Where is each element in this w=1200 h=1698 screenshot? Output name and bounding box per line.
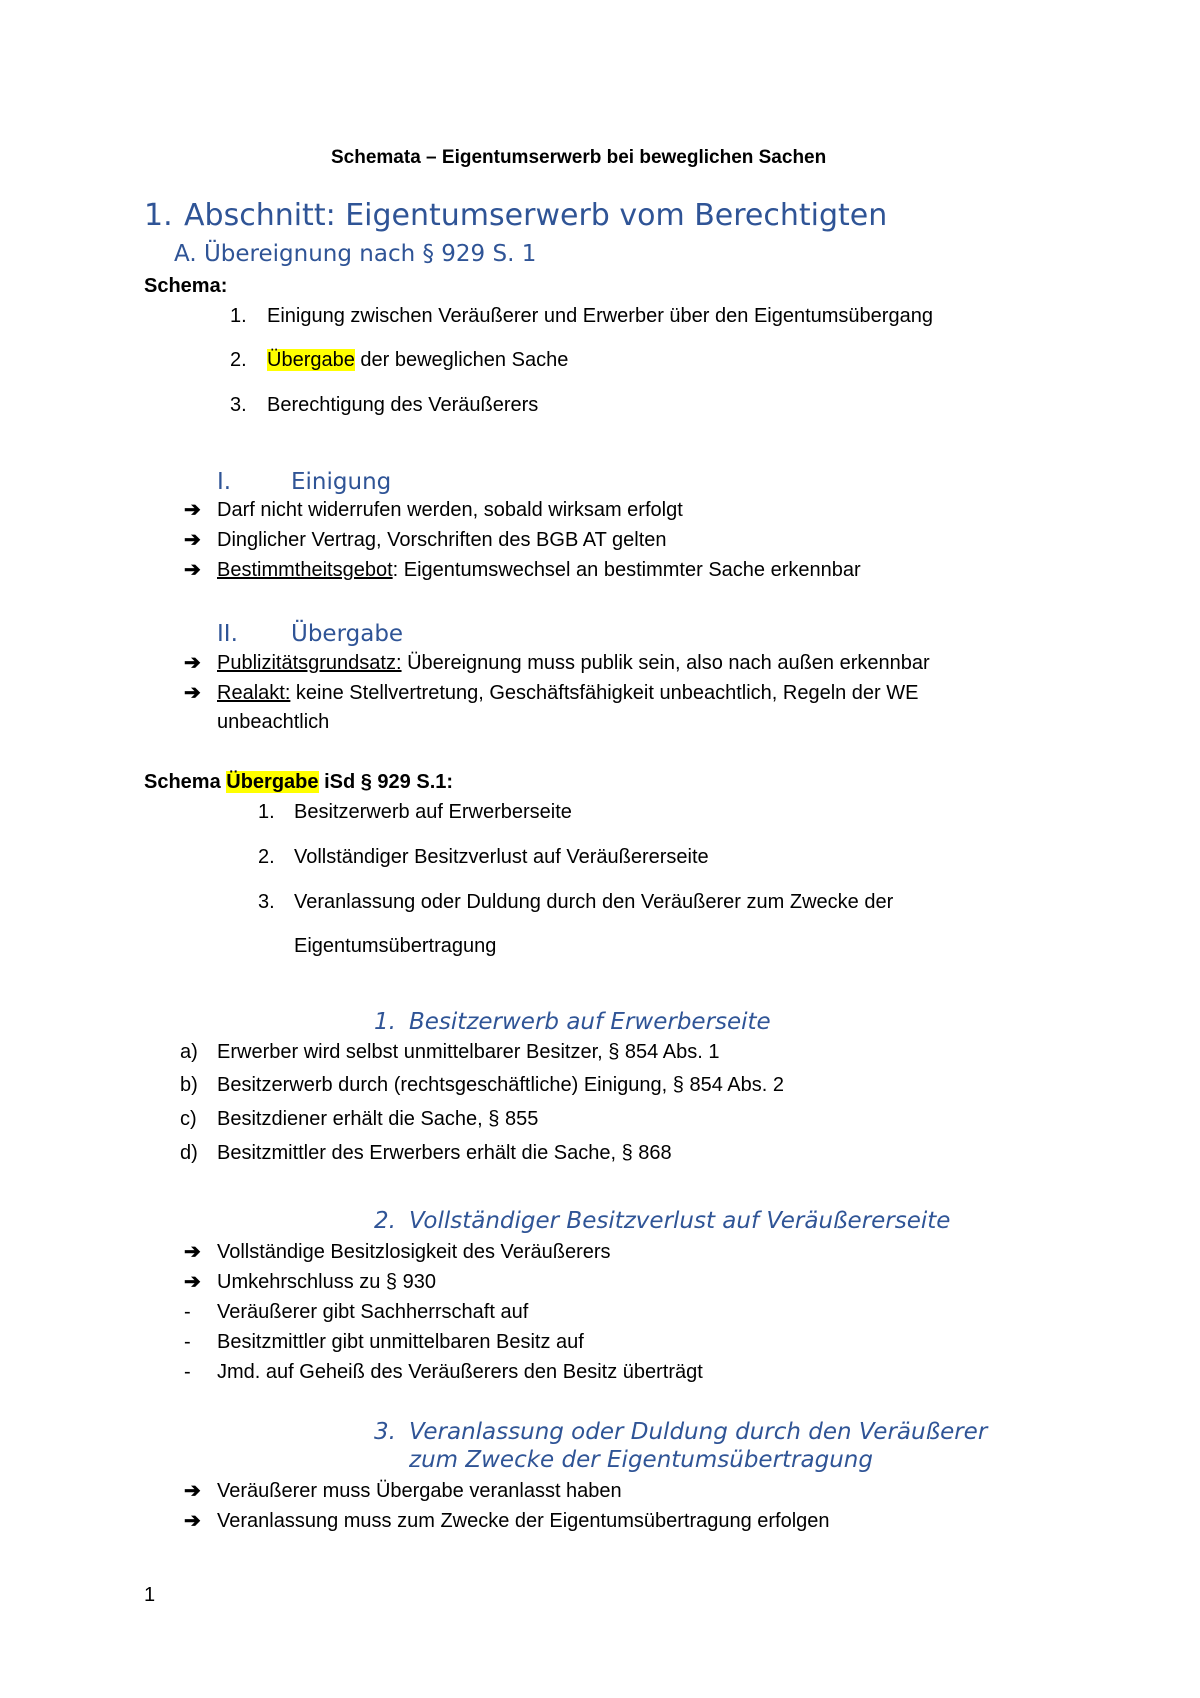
bullet-text: Darf nicht widerrufen werden, sobald wirksam erfolgt <box>217 499 683 521</box>
bullet-text: Vollständige Besitzlosigkeit des Veräußerers <box>217 1241 611 1263</box>
list-item: Besitzmittler des Erwerbers erhält die Sache, § 868 <box>217 1142 672 1164</box>
bullet-text: Publizitätsgrundsatz: Übereignung muss publik sein, also nach außen erkennbar <box>217 652 930 674</box>
roman-heading: Übergabe <box>291 621 404 647</box>
bullet-text: Dinglicher Vertrag, Vorschriften des BGB AT gelten <box>217 529 667 551</box>
list-item: Besitzerwerb auf Erwerberseite <box>294 801 572 823</box>
bullet-text: Umkehrschluss zu § 930 <box>217 1271 436 1293</box>
bullet-text: Veräußerer muss Übergabe veranlasst haben <box>217 1480 622 1502</box>
list-item: Vollständiger Besitzverlust auf Veräußererseite <box>294 846 709 868</box>
list-item: Veranlassung oder Duldung durch den Veräußerer zum Zwecke der <box>294 891 894 913</box>
bullet-text: Realakt: keine Stellvertretung, Geschäftsfähigkeit unbeachtlich, Regeln der WE <box>217 682 919 704</box>
arrow-icon: ➔ <box>184 1510 201 1532</box>
section-number: 1. <box>144 198 173 233</box>
dash-item: Besitzmittler gibt unmittelbaren Besitz auf <box>217 1331 584 1353</box>
list-number: 3. <box>258 891 275 913</box>
roman-number: II. <box>217 621 238 647</box>
list-item: Besitzdiener erhält die Sache, § 855 <box>217 1108 539 1130</box>
arrow-icon: ➔ <box>184 1271 201 1293</box>
list-letter: a) <box>180 1041 198 1063</box>
dash-icon: - <box>184 1301 191 1323</box>
h3-heading: Vollständiger Besitzverlust auf Veräußererseite <box>409 1208 951 1234</box>
arrow-icon: ➔ <box>184 652 201 674</box>
h3-number: 2. <box>374 1208 396 1234</box>
h3-heading-continued: zum Zwecke der Eigentumsübertragung <box>409 1447 873 1473</box>
dash-item: Veräußerer gibt Sachherrschaft auf <box>217 1301 529 1323</box>
schema-label: Schema: <box>144 275 228 297</box>
roman-heading: Einigung <box>291 469 392 495</box>
h3-number: 3. <box>374 1419 396 1445</box>
arrow-icon: ➔ <box>184 559 201 581</box>
underlined-term: Realakt: <box>217 682 291 704</box>
underlined-term: Bestimmtheitsgebot <box>217 559 393 581</box>
roman-number: I. <box>217 469 232 495</box>
list-number: 1. <box>230 305 247 327</box>
list-item: Erwerber wird selbst unmittelbarer Besitzer, § 854 Abs. 1 <box>217 1041 720 1063</box>
schema-heading: Schema Übergabe iSd § 929 S.1: <box>144 771 454 793</box>
list-number: 1. <box>258 801 275 823</box>
arrow-icon: ➔ <box>184 1241 201 1263</box>
arrow-icon: ➔ <box>184 529 201 551</box>
list-item: Besitzerwerb durch (rechtsgeschäftliche) Einigung, § 854 Abs. 2 <box>217 1074 784 1096</box>
list-item: Einigung zwischen Veräußerer und Erwerber über den Eigentumsübergang <box>267 305 933 327</box>
list-letter: c) <box>180 1108 197 1130</box>
dash-icon: - <box>184 1331 191 1353</box>
list-letter: d) <box>180 1142 198 1164</box>
list-number: 2. <box>258 846 275 868</box>
bullet-text: Bestimmtheitsgebot: Eigentumswechsel an bestimmter Sache erkennbar <box>217 559 861 581</box>
section-heading: Abschnitt: Eigentumserwerb vom Berechtigten <box>184 198 888 233</box>
bullet-text-continued: unbeachtlich <box>217 711 330 733</box>
bullet-text: Veranlassung muss zum Zwecke der Eigentumsübertragung erfolgen <box>217 1510 830 1532</box>
list-number: 2. <box>230 349 247 371</box>
h3-number: 1. <box>374 1009 396 1035</box>
highlight-text: Übergabe <box>226 771 319 793</box>
list-letter: b) <box>180 1074 198 1096</box>
dash-item: Jmd. auf Geheiß des Veräußerers den Besitz überträgt <box>217 1361 703 1383</box>
h3-heading: Veranlassung oder Duldung durch den Veräußerer <box>409 1419 988 1445</box>
underlined-term: Publizitätsgrundsatz: <box>217 652 402 674</box>
arrow-icon: ➔ <box>184 499 201 521</box>
list-item: Übergabe der beweglichen Sache <box>267 349 569 371</box>
list-item-continued: Eigentumsübertragung <box>294 935 497 957</box>
list-item: Berechtigung des Veräußerers <box>267 394 539 416</box>
document-title: Schemata – Eigentumserwerb bei beweglichen Sachen <box>331 147 827 168</box>
arrow-icon: ➔ <box>184 1480 201 1502</box>
dash-icon: - <box>184 1361 191 1383</box>
arrow-icon: ➔ <box>184 682 201 704</box>
highlight-text: Übergabe <box>267 349 355 371</box>
list-number: 3. <box>230 394 247 416</box>
h3-heading: Besitzerwerb auf Erwerberseite <box>409 1009 771 1035</box>
subsection-heading: A. Übereignung nach § 929 S. 1 <box>174 241 537 267</box>
page-number: 1 <box>144 1584 156 1606</box>
